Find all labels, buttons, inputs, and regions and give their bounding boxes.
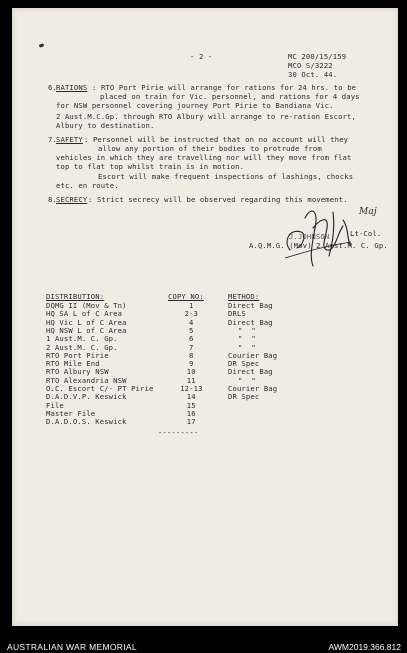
distribution-copy-no: 12-13 — [180, 384, 203, 393]
distribution-recipient: 2 Aust.M. C. Gp. — [46, 342, 118, 352]
distribution-copy-no: 2-3 — [184, 309, 199, 319]
method-header: METHOD: — [228, 292, 260, 301]
distribution-method: DR Spec — [228, 392, 260, 402]
distribution-copy-no: 1 — [189, 301, 194, 310]
rations-line: Albury to destination. — [56, 121, 155, 130]
distribution-recipient: RTO Albury NSW — [46, 367, 109, 377]
distribution-method: " " — [238, 375, 256, 385]
section-safety-number: 7. — [48, 135, 57, 144]
distribution-recipient: D.A.D.O.S. Keswick — [46, 417, 127, 427]
rations-line: : RTO Port Pirie will arrange for rations for 24 hrs. to be — [92, 83, 357, 92]
section-rations-heading: RATIONS — [56, 83, 88, 92]
safety-line: allow any portion of their bodies to protrude from — [98, 144, 322, 153]
distribution-copy-no: 5 — [189, 325, 194, 335]
distribution-copy-no: 14 — [186, 392, 196, 402]
safety-line: Escort will make frequent inspections of lashings, chocks — [98, 172, 354, 181]
reference-number-1: MC 200/15/159 — [288, 52, 347, 61]
safety-line: etc. en route. — [56, 181, 119, 190]
distribution-copy-no: 7 — [189, 342, 194, 352]
distribution-recipient: O.C. Escort C/- PT Pirie — [46, 384, 154, 393]
section-safety-heading: SAFETY — [56, 135, 83, 144]
distribution-recipient: RTO Mile End — [46, 359, 100, 369]
distribution-recipient: HQ NSW L of C Area — [46, 325, 127, 335]
safety-line: top to flat top whilst train is in motion. — [56, 162, 245, 171]
safety-line: vehicles in which they are travelling nor will they move from flat — [56, 153, 352, 162]
signature-block — [249, 198, 395, 278]
distribution-copy-no: 15 — [186, 400, 196, 410]
distribution-recipient: RTO Port Pirie — [46, 350, 109, 360]
footer-institution: AUSTRALIAN WAR MEMORIAL — [7, 642, 137, 652]
distribution-copy-no: 4 — [189, 317, 194, 327]
signature-title: Lt-Col. — [350, 229, 382, 238]
distribution-recipient: HQ SA L of C Area — [46, 309, 123, 319]
distribution-recipient: DQMG II (Mov & Tn) — [46, 301, 127, 310]
distribution-recipient: HQ Vic L of C Area — [46, 317, 127, 327]
secrecy-text: : Strict secrecy will be observed regarding this movement. — [88, 195, 348, 204]
copy-no-header: COPY NO: — [168, 292, 204, 301]
distribution-recipient: File — [46, 400, 64, 410]
distribution-rule: --------- — [158, 428, 199, 437]
safety-line: : Personnel will be instructed that on no account will they — [84, 135, 349, 144]
distribution-recipient: 1 Aust.M. C. Gp. — [46, 334, 118, 344]
distribution-copy-no: 10 — [186, 367, 196, 377]
distribution-method: Direct Bag — [228, 301, 273, 310]
ink-mark — [39, 43, 45, 48]
section-secrecy-number: 8. — [48, 195, 57, 204]
page-number: - 2 - — [190, 52, 213, 61]
distribution-header: DISTRIBUTION: — [46, 292, 105, 301]
document-date: 30 Oct. 44. — [288, 70, 338, 79]
rations-line: 2 Aust.M.C.Gp. through RTO Albury will arrange to re-ration Escort, — [56, 112, 356, 121]
reference-number-2: MCO S/3222 — [288, 61, 333, 70]
distribution-method: Courier Bag — [228, 350, 278, 360]
distribution-copy-no: 8 — [189, 350, 194, 360]
distribution-method: Courier Bag — [228, 384, 278, 393]
distribution-copy-no: 16 — [186, 408, 196, 418]
rations-line: placed on train for Vic. personnel, and rations for 4 days — [100, 92, 360, 101]
distribution-method: DR Spec — [228, 359, 260, 369]
distribution-copy-no: 6 — [189, 334, 194, 344]
distribution-copy-no: 17 — [186, 417, 196, 427]
distribution-method: DRLS — [228, 309, 246, 319]
distribution-method: " " — [238, 334, 256, 344]
distribution-method: Direct Bag — [228, 317, 273, 327]
distribution-recipient: Master File — [46, 408, 96, 418]
distribution-method: " " — [238, 325, 256, 335]
distribution-copy-no: 9 — [189, 359, 194, 369]
rations-line: for NSW personnel covering journey Port Pirie to Bandiana Vic. — [56, 101, 334, 110]
section-secrecy-heading: SECRECY — [56, 195, 88, 204]
signature-name: J.JOHNSON — [289, 232, 330, 241]
document-page — [12, 8, 398, 626]
signature-unit: A.Q.M.G. (Mov) 2 Aust.M. C. Gp. — [249, 241, 388, 250]
distribution-method: Direct Bag — [228, 367, 273, 377]
distribution-copy-no: 11 — [186, 375, 196, 385]
footer-accession: AWM2019.366.812 — [328, 642, 401, 652]
archive-footer — [0, 628, 407, 653]
section-rations-number: 6. — [48, 83, 57, 92]
distribution-recipient: D.A.D.V.P. Keswick — [46, 392, 127, 402]
signature-rank: Maj — [359, 207, 377, 217]
distribution-recipient: RTO Alexandria NSW — [46, 375, 127, 385]
distribution-method: " " — [238, 342, 256, 352]
